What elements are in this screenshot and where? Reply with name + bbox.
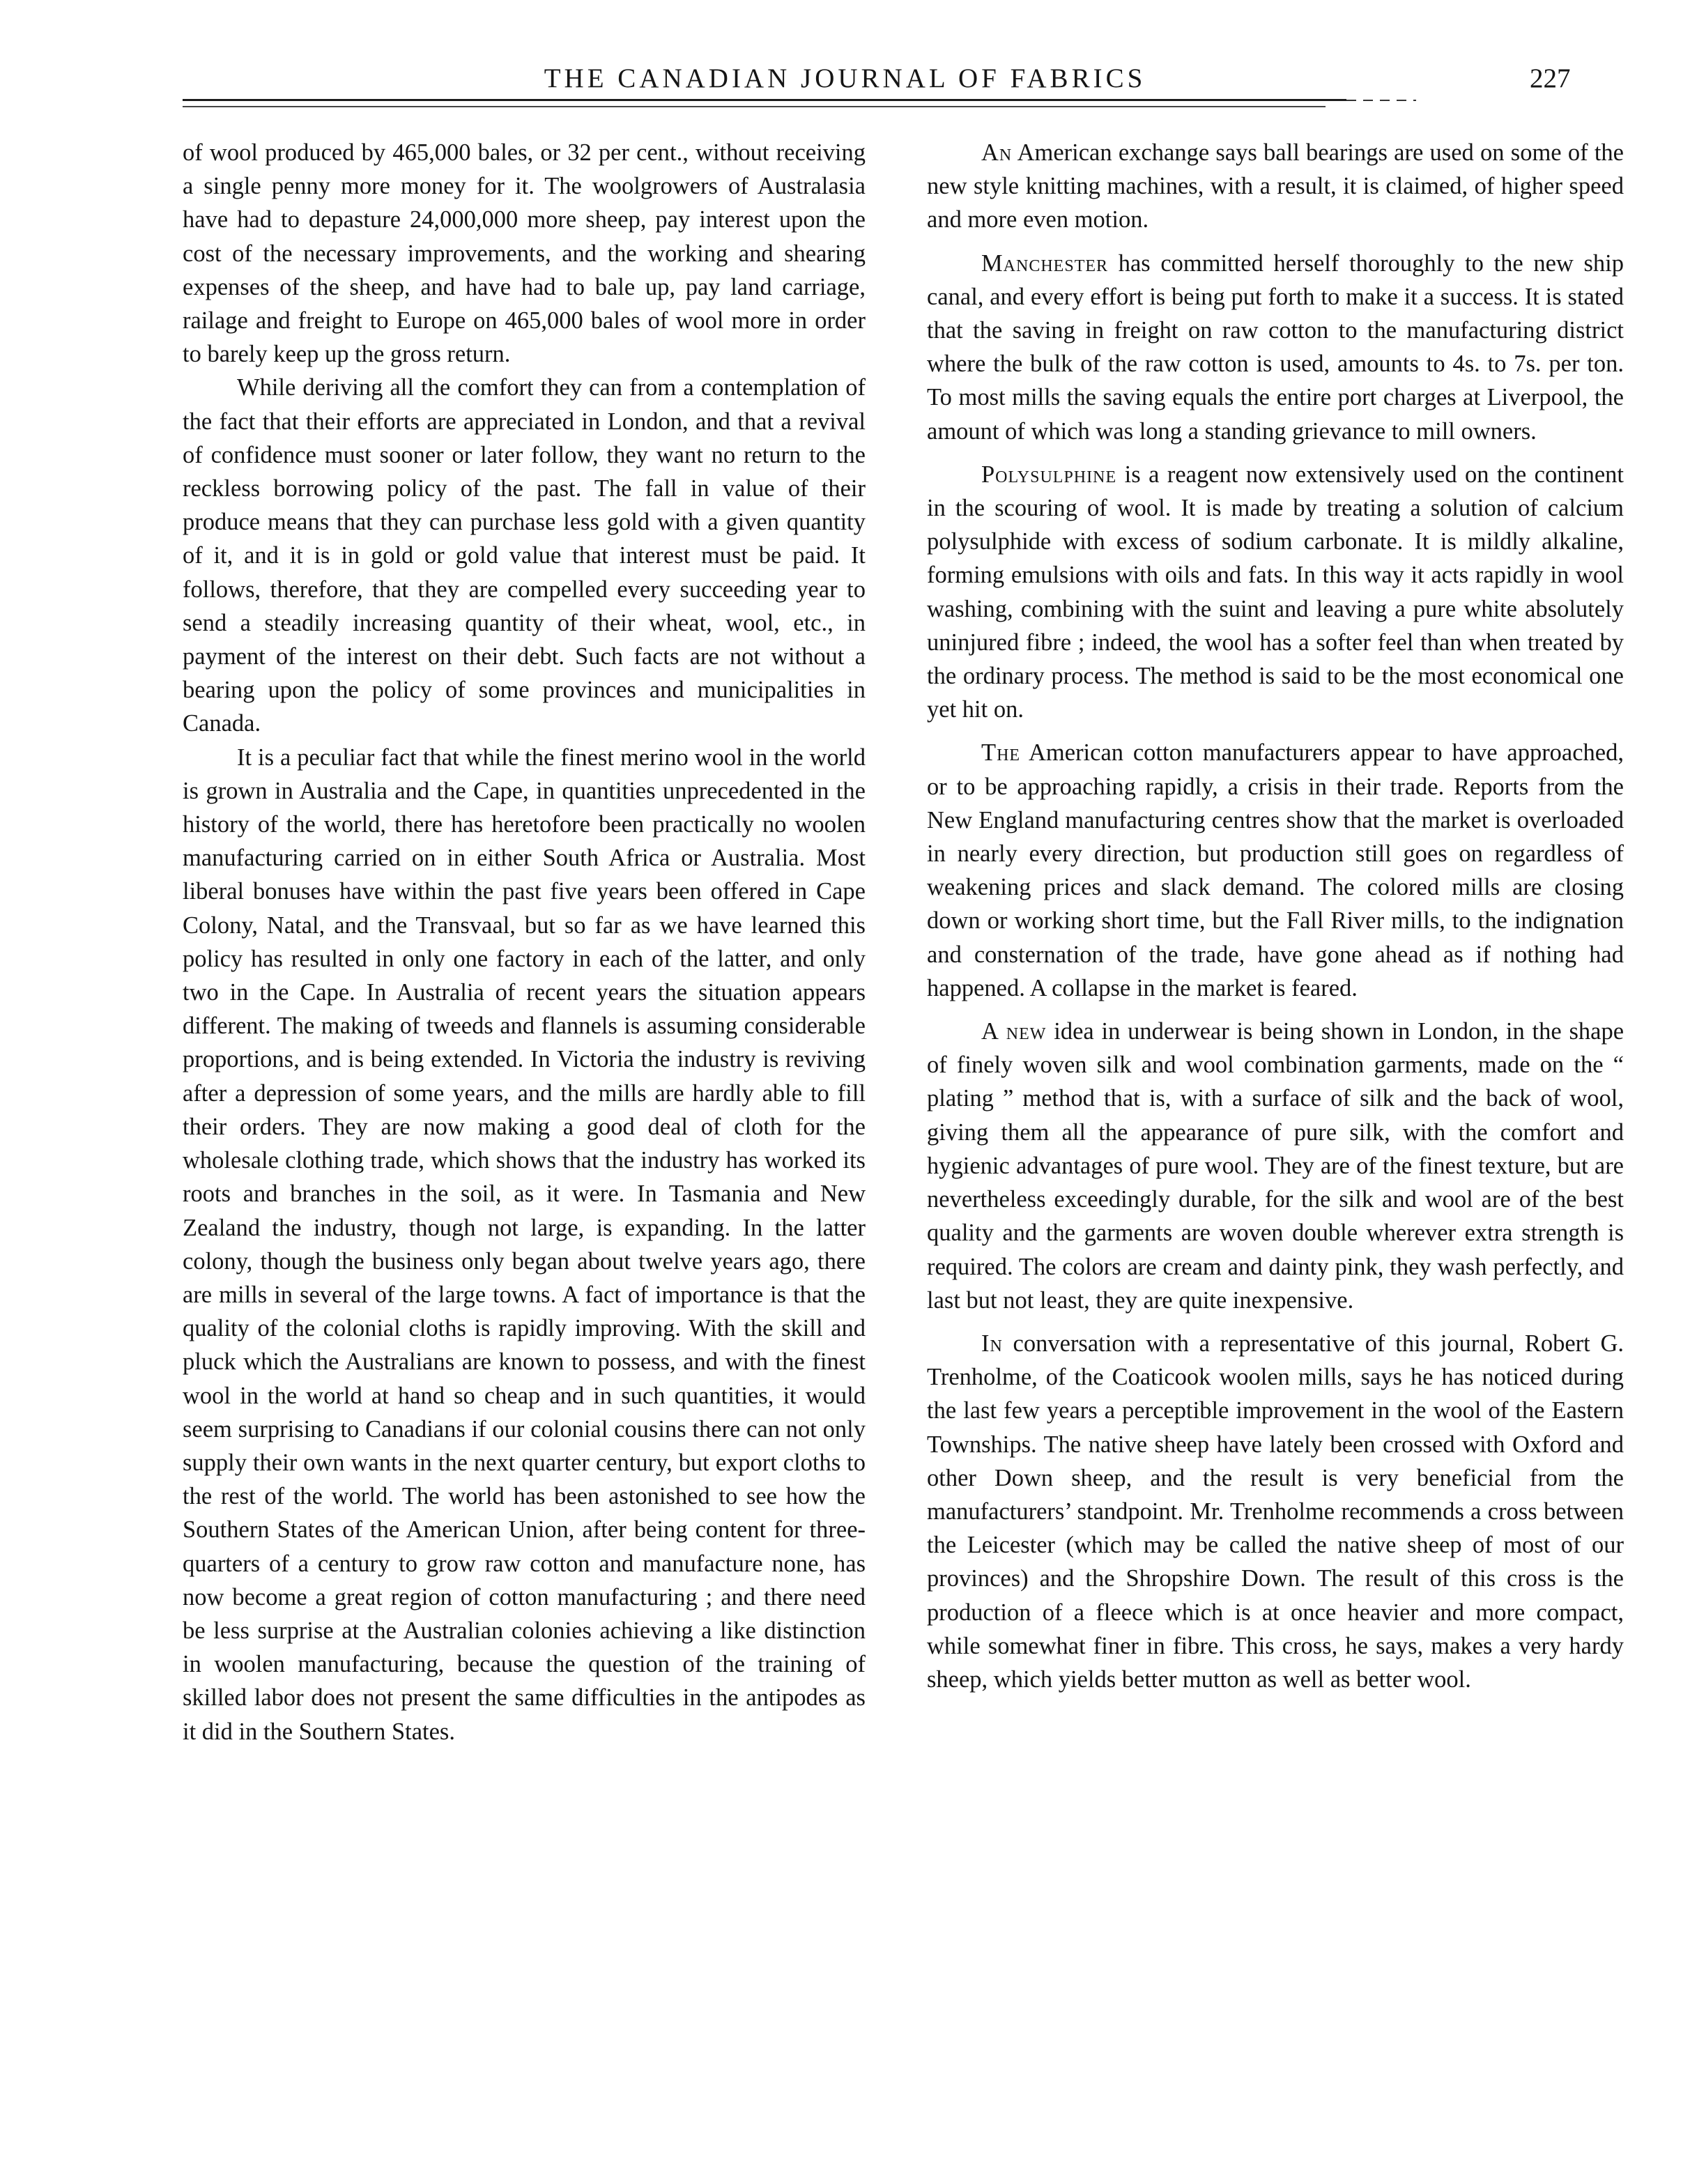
header-rule-bottom [183, 106, 1326, 107]
paragraph-australian-debt: While deriving all the comfort they can from a contemplation of the fact that their efforts are appreciated in London, and that a revival of confidence must sooner or later follow, they want no return to the reckless borrowing policy of the past. The fall in value of their produce means that they can purchase less gold with a given quantity of it, and it is in gold or gold value that interest must be paid. It follows, therefore, that they are compelled every succeeding year to send a steadily increasing quantity of their wheat, wool, etc., in payment of the interest on their debt. Such facts are not without a bearing upon the policy of some provinces and municipalities in Canada. [183, 374, 866, 737]
paragraph-manchester-canal [927, 247, 1624, 448]
paragraph-australian-woolen-manufacturing: It is a peculiar fact that while the finest merino wool in the world is grown in Australia and the Cape, in quantities unprecedented in the history of the world, there has heretofore been practically no woolen manufacturing carried on in either South Africa or Australia. Most liberal bonuses have within the past five years been offered in Cape Colony, Natal, and the Transvaal, but so far as we have learned this policy has resulted in only one factory in each of the latter, and only two in the Cape. In Australia of recent years the situation appears different. The making of tweeds and flannels is assuming considerable proportions, and is being extended. In Victoria the industry is reviving after a depression of some years, and the mills are hardly able to fill their orders. They are now making a good deal of cloth for the wholesale clothing trade, which shows that the industry has worked its roots and branches in the soil, as it were. In Tasmania and New Zealand the industry, though not large, is expanding. In the latter colony, though the business only began about twelve years ago, there are mills in several of the large towns. A fact of importance is that the quality of the colonial cloths is rapidly improving. With the skill and pluck which the Australians are known to possess, and with the finest wool in the world at hand so cheap and in such quantities, it would seem surprising to Canadians if our colonial cousins there can not only supply their own wants in the next quarter century, but export cloths to the rest of the world. The world has been astonished to see how the Southern States of the American Union, after being content for three-quarters of a century to grow raw cotton and manufacture none, has now become a great region of cotton manufacturing ; and there need be less surprise at the Australian colonies achieving a like distinction in woolen manufacturing, because the question of the training of skilled labor does not present the same difficulties in the antipodes as it did in the Southern States. [183, 744, 866, 1745]
paragraph-trenholme [927, 1327, 1624, 1696]
right-column [927, 136, 1624, 1696]
paragraph-text: idea in underwear is being shown in London, in the shape of finely woven silk and wool combination garments, made on the “ plating ” method that is, with a surface of silk and the back of wool, giving them all the appearance of pure silk, with the comfort and hygienic advantages of pure wool. They are of the finest texture, but are nevertheless exceedingly durable, for the silk and wool are of the best quality and the garments are woven double wherever extra strength is required. The colors are cream and dainty pink, they wash perfectly, and last but not least, they are quite inexpensive. [927, 1018, 1624, 1314]
paragraph-polysulphine [927, 458, 1624, 727]
lead-word: The [981, 739, 1021, 767]
journal-title: THE CANADIAN JOURNAL OF FABRICS [544, 63, 1146, 93]
paragraph-text: American exchange says ball bearings are used on some of the new style knitting machines, with a result, it is claimed, of higher speed and more even motion. [927, 139, 1624, 233]
lead-word: An [981, 139, 1013, 166]
running-header [0, 54, 1690, 103]
lead-word: A new [981, 1018, 1047, 1045]
paragraph-text: has committed herself thoroughly to the new ship canal, and every effort is being put forth to make it a success. It is stated that the saving in freight on raw cotton to the manufacturing district where the bulk of the raw cotton is used, amounts to 4s. to 7s. per ton. To most mills the saving equals the entire port charges at Liverpool, the amount of which was long a standing grievance to mill owners. [927, 249, 1624, 445]
lead-word: In [981, 1330, 1003, 1357]
paragraph-wool-production: of wool produced by 465,000 bales, or 32 per cent., without receiving a single penny more money for it. The woolgrowers of Australasia have had to depasture 24,000,000 more sheep, pay interest upon the cost of the necessary improvements, and the working and shearing expenses of the sheep, and have had to bale up, pay land carriage, railage and freight to Europe on 465,000 bales of wool more in order to barely keep up the gross return. [183, 139, 866, 368]
paragraph-text: conversation with a representative of this journal, Robert G. Trenholme, of the Coaticook woolen mills, says he has noticed during the last few years a perceptible improvement in the wool of the Eastern Townships. The native sheep have lately been crossed with Oxford and other Down sheep, and the result is very beneficial from the manufacturers’ standpoint. Mr. Trenholme recommends a cross between the Leicester (which may be called the native sheep of most of our provinces) and the Shropshire Down. The result of this cross is the production of a fleece which is at once heavier and more compact, while somewhat finer in fibre. This cross, he says, makes a very hardy sheep, which yields better mutton as well as better wool. [927, 1330, 1624, 1693]
paragraph-ball-bearings [927, 136, 1624, 237]
header-rule-tail [1346, 100, 1416, 101]
page-number: 227 [1530, 63, 1571, 93]
lead-word: Manchester [981, 249, 1109, 277]
lead-word: Polysulphine [981, 461, 1117, 488]
paragraph-text: American cotton manufacturers appear to have approached, or to be approaching rapidly, a crisis in their trade. Reports from the New England manufacturing centres show that the market is overloaded in nearly every direction, but production still goes on regardless of weakening prices and slack demand. The colored mills are closing down or working short time, but the Fall River mills, to the indignation and consternation of the trade, have gone ahead as if nothing had happened. A collapse in the market is feared. [927, 739, 1624, 1001]
left-column [183, 136, 866, 1748]
paragraph-underwear [927, 1015, 1624, 1317]
header-rule-top [183, 99, 1346, 101]
paragraph-text: is a reagent now extensively used on the continent in the scouring of wool. It is made by treating a solution of calcium polysulphide with excess of sodium carbonate. It is mildly alkaline, forming emulsions with oils and fats. In this way it acts rapidly in wool washing, combining with the suint and leaving a pure white absolutely uninjured fibre ; indeed, the wool has a softer feel than when treated by the ordinary process. The method is said to be the most economical one yet hit on. [927, 461, 1624, 723]
paragraph-cotton-crisis [927, 736, 1624, 1005]
